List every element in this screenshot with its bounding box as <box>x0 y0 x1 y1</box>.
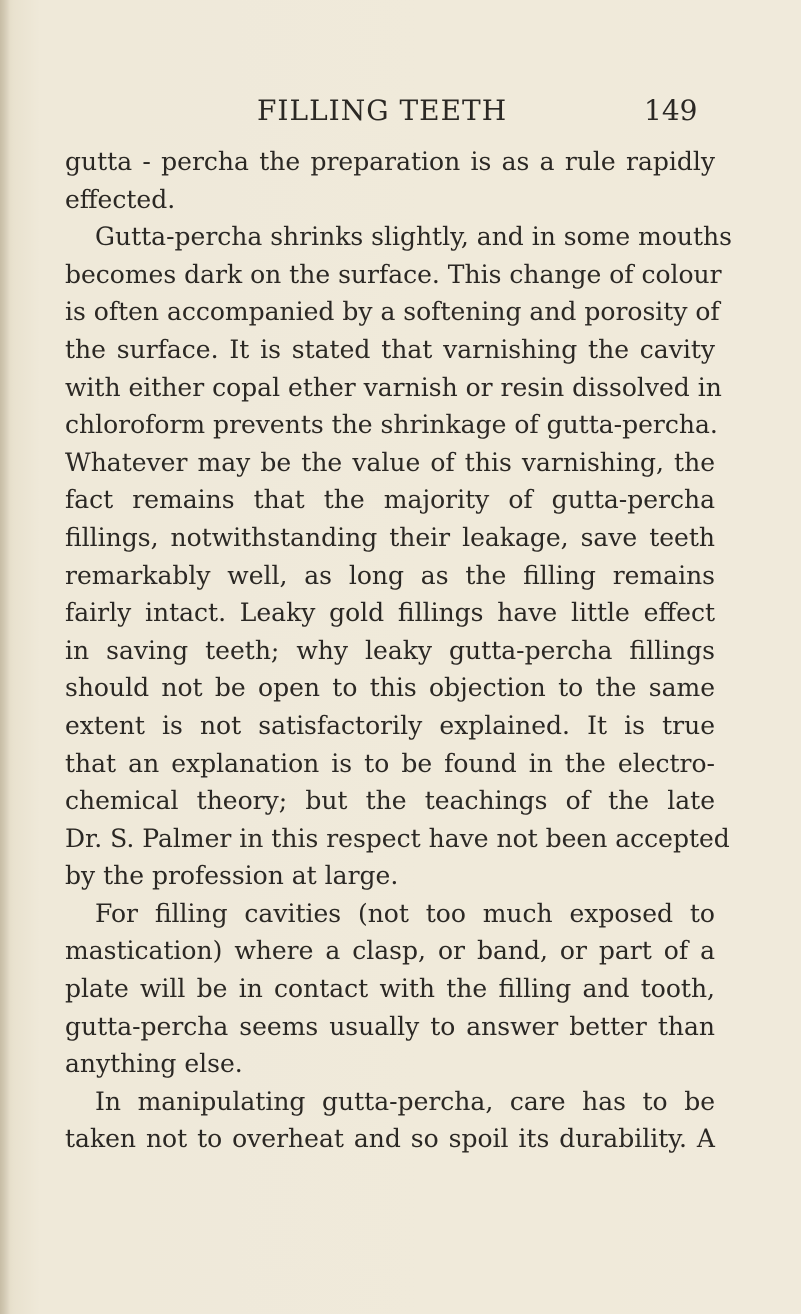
text-line: effected. <box>65 184 176 214</box>
text-line: gutta-percha seems usually to answer better than <box>65 1011 715 1041</box>
text-line: plate will be in contact with the filling and tooth, <box>65 974 715 1004</box>
text-line: mastication) where a clasp, or band, or part of a <box>65 936 715 966</box>
text-line: with either copal ether varnish or resin dissolved in <box>65 372 722 402</box>
text-line: becomes dark on the surface. This change of colour <box>65 259 722 289</box>
body-text <box>65 143 732 1158</box>
text-line: Whatever may be the value of this varnishing, the <box>65 447 715 477</box>
text-line: the surface. It is stated that varnishing the cavity <box>65 334 715 364</box>
text-line: Dr. S. Palmer in this respect have not been accepted <box>65 823 730 853</box>
text-line: in saving teeth; why leaky gutta-percha fillings <box>65 635 715 665</box>
text-line: chloroform prevents the shrinkage of gutta-percha. <box>65 410 718 440</box>
text-line: that an explanation is to be found in the electro- <box>65 748 715 778</box>
text-line: is often accompanied by a softening and porosity of <box>65 297 720 327</box>
text-line: Gutta-percha shrinks slightly, and in some mouths <box>95 222 732 252</box>
text-line: For filling cavities (not too much exposed to <box>95 898 715 928</box>
text-line: should not be open to this objection to the same <box>65 673 715 703</box>
text-line: fairly intact. Leaky gold fillings have little effect <box>65 598 715 628</box>
page-number: 149 <box>644 94 698 127</box>
text-line: In manipulating gutta-percha, care has to be <box>95 1086 715 1116</box>
text-line: gutta - percha the preparation is as a rule rapidly <box>65 147 715 176</box>
text-line: chemical theory; but the teachings of the late <box>65 786 715 816</box>
text-line: fillings, notwithstanding their leakage, save teeth <box>65 522 715 552</box>
text-line: fact remains that the majority of gutta-percha <box>65 485 715 515</box>
text-line: extent is not satisfactorily explained. It is true <box>65 710 715 740</box>
running-head: FILLING TEETH <box>257 94 508 127</box>
binding-gutter-shadow <box>0 0 10 1314</box>
text-line: by the profession at large. <box>65 861 399 891</box>
page-header <box>0 91 801 131</box>
text-line: anything else. <box>65 1049 243 1079</box>
text-line: taken not to overheat and so spoil its durability. A <box>65 1124 715 1154</box>
text-line: remarkably well, as long as the filling remains <box>65 560 715 590</box>
